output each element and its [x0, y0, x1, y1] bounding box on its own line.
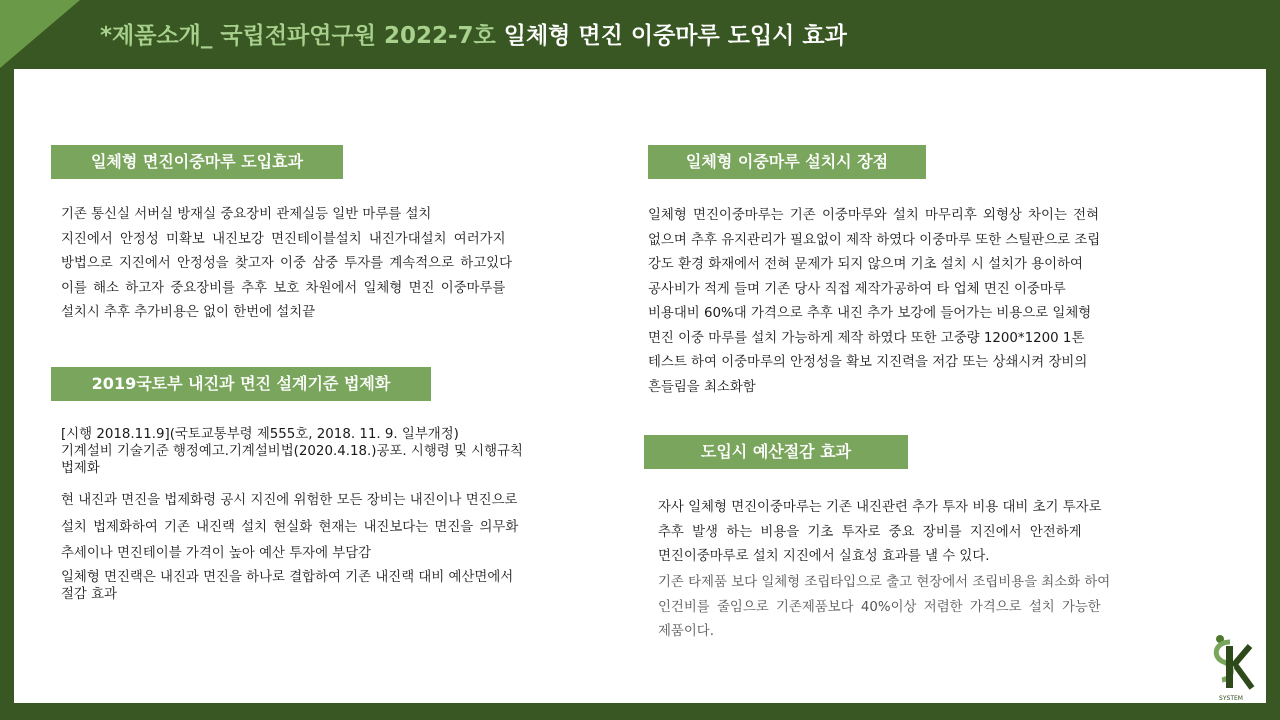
text-line: [시행 2018.11.9](국토교통부령 제555호, 2018. 11. 9. 일부개정): [61, 427, 459, 442]
heading-advantages: 일체형 이중마루 설치시 장점: [648, 145, 926, 179]
text-line: 절감 효과: [61, 587, 117, 602]
advantages-text: [648, 204, 1170, 400]
text-line: 면진이중마루로 설치 지진에서 실효성 효과를 낼 수 있다.: [658, 549, 990, 564]
text-line: 테스트 하여 이중마루의 안정성을 확보 지진력을 저감 또는 상쇄시켜 장비의: [648, 355, 1088, 370]
heading-regulation: 2019국토부 내진과 면진 설계기준 법제화: [51, 367, 431, 401]
text-line: 자사 일체형 면진이중마루는 기존 내진관련 추가 투자 비용 대비 초기 투자로: [658, 500, 1102, 515]
text-line: 이를 해소 하고자 중요장비를 추후 보호 차원에서 일체형 면진 이중마루를: [61, 280, 506, 296]
text-line: 흔들림을 최소화함: [648, 379, 756, 395]
text-line: 설치시 추후 추가비용은 없이 한번에 설치끝: [61, 305, 316, 320]
text-line: 설치 법제화하여 기존 내진랙 설치 현실화 현재는 내진보다는 면진을 의무화: [61, 519, 519, 535]
page-title-prefix: *제품소개_ 국립전파연구원 2022-7호: [100, 23, 496, 49]
text-line: 비용대비 60%대 가격으로 추후 내진 추가 보강에 들어가는 비용으로 일체형: [648, 306, 1092, 321]
text-line: 일체형 면진랙은 내진과 면진을 하나로 결합하여 기존 내진랙 대비 예산면에서: [61, 570, 514, 585]
text-line: 면진 이중 마루를 설치 가능하게 제작 하였다 또한 고중량 1200*1200 1톤: [648, 330, 1085, 346]
text-line: 인건비를 줄임으로 기존제품보다 40%이상 저렴한 가격으로 설치 가능한: [658, 599, 1101, 615]
sk-system-logo-icon: [1200, 632, 1262, 704]
regulation-text-3: [61, 569, 593, 603]
page-title: [100, 18, 847, 54]
text-line: 기존 타제품 보다 일체형 조립타입으로 출고 현장에서 조립비용을 최소화 하여: [658, 575, 1111, 590]
regulation-text-2: [61, 488, 593, 568]
text-line: 추후 발생 하는 비용을 기초 투자로 중요 장비를 지진에서 안전하게: [658, 524, 1082, 540]
heading-intro-effect: 일체형 면진이중마루 도입효과: [51, 145, 343, 179]
text-line: 제품이다.: [658, 624, 714, 639]
page-title-main: 일체형 면진 이중마루 도입시 효과: [503, 23, 847, 49]
budget-saving-text-gray: [658, 571, 1170, 645]
regulation-text-1: [61, 426, 593, 477]
text-line: 지진에서 안정성 미확보 내진보강 면진테이블설치 내진가대설치 여러가지: [61, 231, 506, 247]
logo-text: SYSTEM: [1219, 695, 1243, 702]
text-line: 추세이나 면진테이블 가격이 높아 예산 투자에 부담감: [61, 546, 372, 561]
budget-saving-text: [658, 496, 1170, 570]
corner-triangle: [0, 0, 80, 68]
intro-effect-text: [61, 203, 593, 326]
text-line: 강도 환경 화재에서 전혀 문제가 되지 않으며 기초 설치 시 설치가 용이하여: [648, 257, 1083, 272]
text-line: 기계설비 기술기준 행정예고.기계설비법(2020.4.18.)공포. 시행령 및 시행규칙: [61, 444, 523, 459]
text-line: 방법으로 지진에서 안정성을 찾고자 이중 삼중 투자를 계속적으로 하고있다: [61, 256, 513, 271]
text-line: 현 내진과 면진을 법제화령 공시 지진에 위험한 모든 장비는 내진이나 면진으로: [61, 493, 518, 508]
heading-budget-saving: 도입시 예산절감 효과: [644, 435, 908, 469]
text-line: 없으며 추후 유지관리가 필요없이 제작 하였다 이중마루 또한 스틸판으로 조립: [648, 232, 1101, 248]
text-line: 기존 통신실 서버실 방재실 중요장비 관제실등 일반 마루를 설치: [61, 207, 432, 222]
text-line: 법제화: [61, 461, 100, 476]
text-line: 일체형 면진이중마루는 기존 이중마루와 설치 마무리후 외형상 차이는 전혀: [648, 208, 1100, 223]
text-line: 공사비가 적게 들며 기존 당사 직접 제작가공하여 타 업체 면진 이중마루: [648, 281, 1066, 297]
